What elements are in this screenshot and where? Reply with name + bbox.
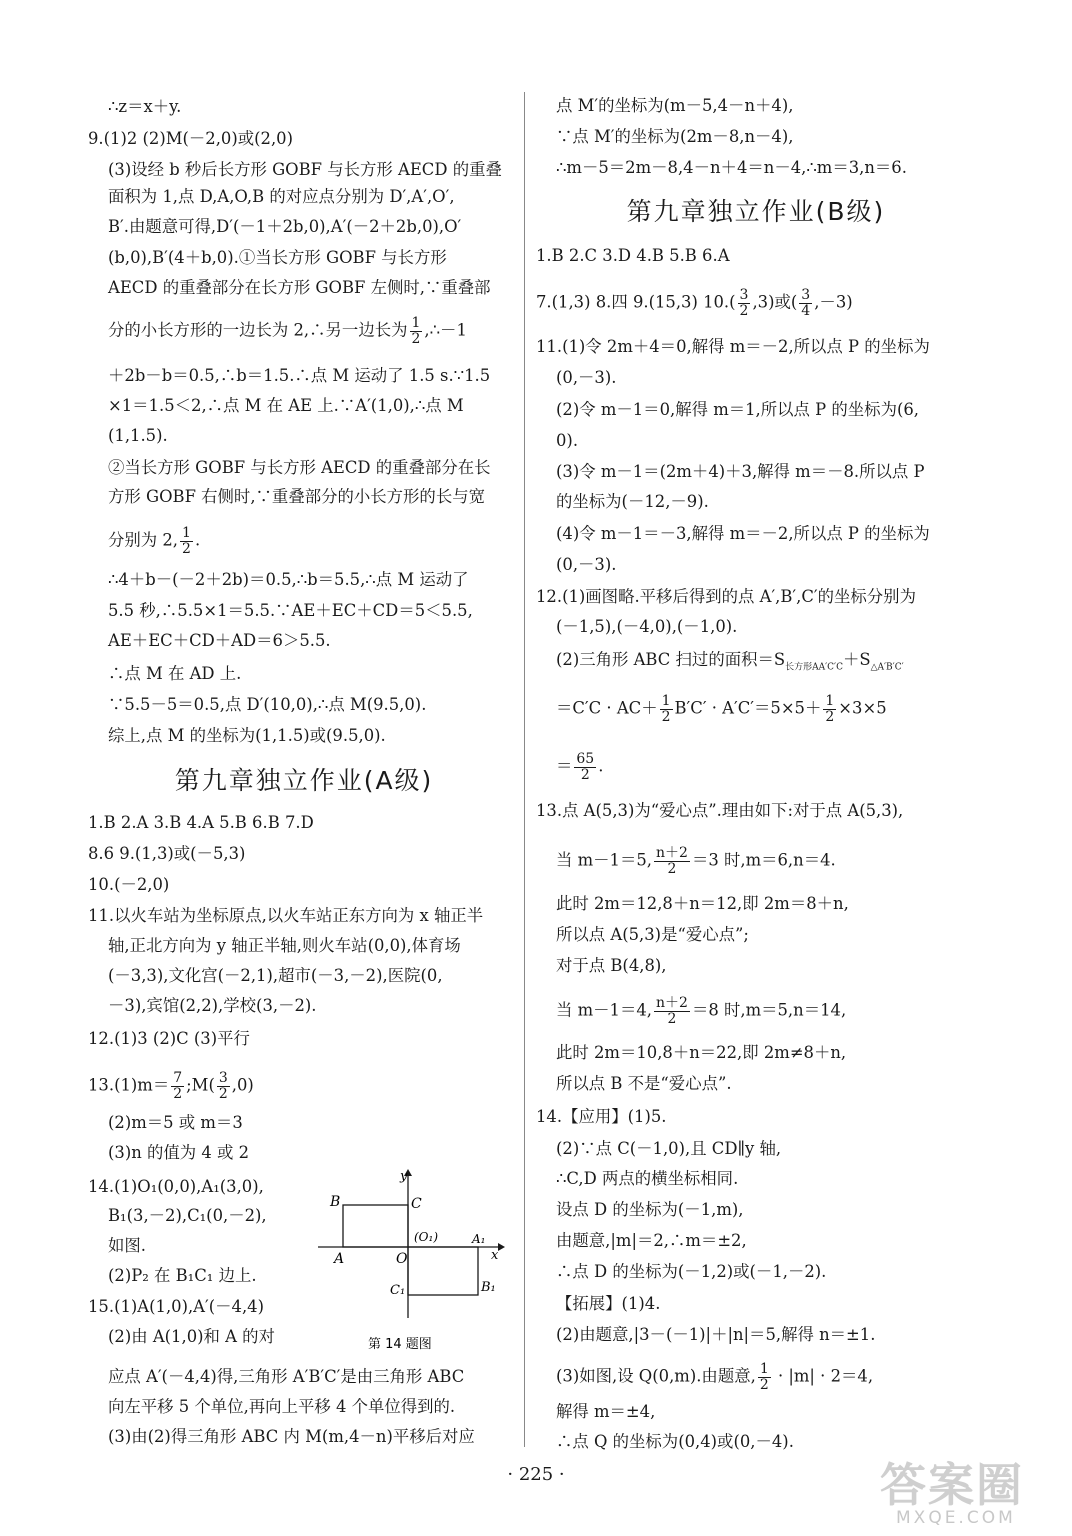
fraction [660, 694, 673, 724]
text-line: 1.B 2.C 3.D 4.B 5.B 6.A [536, 246, 730, 265]
denominator: 2 [667, 1010, 677, 1027]
numerator: 3 [801, 287, 811, 303]
text-line [536, 650, 904, 677]
numerator: 1 [411, 315, 421, 331]
numerator: n＋2 [656, 845, 688, 861]
text-line: 1.B 2.A 3.B 4.A 5.B 6.B 7.D [88, 813, 314, 832]
text-line [88, 526, 200, 556]
page-number: · 225 · [507, 1464, 565, 1485]
text-line: 的坐标为(－12,－9). [556, 492, 709, 511]
watermark [880, 1458, 1024, 1528]
numerator: 1 [661, 693, 671, 709]
text-line: 对于点 B(4,8), [556, 956, 667, 975]
y-label: y [400, 1169, 408, 1184]
text-line [88, 1071, 254, 1101]
text-line: ∴z＝x＋y. [108, 97, 182, 116]
text-line [536, 694, 887, 724]
text-line: (1,1.5). [108, 426, 168, 445]
text-span: (3)如图,设 Q(0,m).由题意, [556, 1366, 756, 1386]
text-line [88, 316, 467, 346]
text-span: ＝3 时,m＝6,n＝4. [691, 850, 836, 870]
text-line: 14.【应用】(1)5. [536, 1107, 667, 1126]
text-line: (4)令 m－1＝－3,解得 m＝－2,所以点 P 的坐标为 [556, 524, 930, 543]
figure-caption: 第 14 题图 [368, 1337, 432, 1352]
text-line: 综上,点 M 的坐标为(1,1.5)或(9.5,0). [108, 726, 386, 745]
fraction [180, 526, 193, 556]
text-line: (2)∵点 C(－1,0),且 CD∥y 轴, [556, 1139, 782, 1158]
text-span: ;M( [186, 1075, 215, 1095]
fraction [654, 996, 690, 1026]
text-line: 12.(1)画图略.平移后得到的点 A′,B′,C′的坐标分别为 [536, 587, 916, 606]
x-label: x [491, 1248, 499, 1263]
text-span: ,0) [231, 1075, 254, 1095]
text-line: ×1＝1.5＜2,∴点 M 在 AE 上.∵A′(1,0),∴点 M [108, 396, 464, 415]
text-line: AECD 的重叠部分在长方形 GOBF 左侧时,∵重叠部 [108, 278, 491, 297]
text-line: 此时 2m＝12,8＋n＝12,即 2m＝8＋n, [556, 894, 849, 913]
watermark-url: MXQE.COM [896, 1508, 1016, 1528]
text-line: 10.(－2,0) [88, 875, 170, 894]
text-span: B′C′ · A′C′＝5×5＋ [674, 698, 822, 718]
denominator: 2 [759, 1376, 769, 1393]
text-line: 此时 2m＝10,8＋n＝22,即 2m≠8＋n, [556, 1043, 847, 1062]
text-line: 12.(1)3 (2)C (3)平行 [88, 1029, 250, 1048]
text-line: 15.(1)A(1,0),A′(－4,4) [88, 1297, 264, 1316]
text-span: 13.(1)m＝ [88, 1075, 170, 1095]
text-line [536, 288, 853, 318]
section-heading-a: 第九章独立作业(A级) [174, 766, 434, 795]
text-line: (2)m＝5 或 m＝3 [108, 1113, 243, 1132]
numerator: 3 [739, 287, 749, 303]
denominator: 2 [661, 708, 671, 725]
text-line: 所以点 B 不是“爱心点”. [556, 1074, 732, 1093]
denominator: 2 [667, 860, 677, 877]
text-line: 面积为 1,点 D,A,O,B 的对应点分别为 D′,A′,O′, [108, 187, 455, 206]
text-line: 方形 GOBF 右侧时,∵重叠部分的小长方形的长与宽 [108, 487, 485, 506]
watermark-logo: 答案圈 [880, 1458, 1024, 1512]
fraction [799, 288, 812, 318]
text-line: (2)令 m－1＝0,解得 m＝1,所以点 P 的坐标为(6, [556, 400, 919, 419]
text-line: 如图. [108, 1236, 146, 1255]
text-line [536, 996, 846, 1026]
numerator: 65 [576, 751, 595, 767]
fraction [654, 846, 690, 876]
denominator: 2 [173, 1085, 183, 1102]
text-line: (2)由 A(1,0)和 A 的对 [108, 1327, 275, 1346]
denominator: 2 [218, 1085, 228, 1102]
section-heading-b: 第九章独立作业(B级) [626, 197, 886, 226]
text-line: (－3,3),文化宫(－2,1),超市(－3,－2),医院(0, [108, 966, 443, 985]
text-line: ∴点 M 在 AD 上. [108, 664, 242, 683]
fraction [823, 694, 836, 724]
numerator: 1 [182, 525, 191, 541]
text-line: 11.(1)令 2m＋4＝0,解得 m＝－2,所以点 P 的坐标为 [536, 337, 930, 356]
text-span: ＝C′C · AC＋ [556, 698, 658, 718]
numerator: 1 [825, 693, 835, 709]
text-span: ,∴－1 [424, 320, 467, 340]
label-o: O [396, 1251, 408, 1267]
fraction [217, 1071, 230, 1101]
text-span: ×3×5 [838, 698, 887, 718]
text-line: 9.(1)2 (2)M(－2,0)或(2,0) [88, 129, 293, 148]
rectangle-o1a1b1c1 [408, 1247, 478, 1295]
denominator: 2 [825, 708, 835, 725]
text-line: (2)由题意,|3－(－1)|＋|n|＝5,解得 n＝±1. [556, 1325, 876, 1344]
text-line: (2)P₂ 在 B₁C₁ 边上. [108, 1266, 257, 1285]
text-line: ②当长方形 GOBF 与长方形 AECD 的重叠部分在长 [108, 458, 491, 477]
text-span: . [598, 756, 604, 776]
numerator: 7 [173, 1070, 183, 1086]
text-line: 14.(1)O₁(0,0),A₁(3,0), [88, 1177, 264, 1196]
text-span: ＝ [556, 756, 573, 776]
text-line: 所以点 A(5,3)是“爱心点”; [556, 925, 749, 944]
text-line: 解得 m＝±4, [556, 1402, 656, 1421]
text-span: ,－3) [814, 292, 853, 312]
label-b1: B₁ [481, 1280, 496, 1295]
text-line: ＋2b－b＝0.5,∴b＝1.5.∴点 M 运动了 1.5 s.∵1.5 [108, 366, 491, 385]
text-line: －3),宾馆(2,2),学校(3,－2). [108, 996, 317, 1015]
fraction [410, 316, 423, 346]
text-line: (0,－3). [556, 368, 617, 387]
x-axis-arrow [498, 1243, 505, 1251]
text-span: 分的小长方形的一边长为 2,∴另一边长为 [108, 320, 408, 340]
fraction [738, 288, 751, 318]
text-line: B′.由题意可得,D′(－1＋2b,0),A′(－2＋2b,0),O′ [108, 217, 462, 236]
text-line: B₁(3,－2),C₁(0,－2), [108, 1206, 267, 1225]
text-line: 轴,正北方向为 y 轴正半轴,则火车站(0,0),体育场 [108, 936, 461, 955]
text-span: 分别为 2, [108, 530, 179, 550]
text-line: ∵5.5－5＝0.5,点 D′(10,0),∴点 M(9.5,0). [108, 695, 427, 714]
rectangle-abco [343, 1205, 408, 1247]
denominator: 2 [580, 766, 590, 783]
text-span: · |m| · 2＝4, [772, 1366, 874, 1386]
denominator: 2 [411, 330, 421, 347]
denominator: 2 [739, 302, 749, 319]
denominator: 2 [182, 540, 191, 557]
numerator: 1 [759, 1361, 769, 1377]
text-line [536, 1362, 873, 1392]
text-line [536, 752, 603, 782]
text-line: (0,－3). [556, 555, 617, 574]
text-line: ∴点 D 的坐标为(－1,2)或(－1,－2). [556, 1262, 827, 1281]
label-a: A [334, 1251, 345, 1267]
text-span: ＝8 时,m＝5,n＝14, [691, 1000, 847, 1020]
text-span: (2)三角形 ABC 扫过的面积＝S [556, 650, 786, 669]
fraction [171, 1071, 184, 1101]
text-line: 8.6 9.(1,3)或(－5,3) [88, 844, 246, 863]
text-span: 7.(1,3) 8.四 9.(15,3) 10.( [536, 292, 736, 312]
text-line: (3)设经 b 秒后长方形 GOBF 与长方形 AECD 的重叠 [108, 160, 502, 179]
denominator: 4 [801, 302, 811, 319]
text-span: ,3)或( [752, 292, 798, 312]
text-line: ∴m－5＝2m－8,4－n＋4＝n－4,∴m＝3,n＝6. [556, 158, 907, 177]
subscript: △A′B′C′ [870, 662, 904, 673]
text-line: 向左平移 5 个单位,再向上平移 4 个单位得到的. [108, 1397, 456, 1416]
text-span: ＋S [842, 650, 871, 669]
text-span: . [194, 530, 201, 550]
right-column [536, 0, 976, 1480]
text-line: 应点 A′(－4,4)得,三角形 A′B′C′是由三角形 ABC [108, 1367, 465, 1386]
text-line: 【拓展】(1)4. [556, 1294, 661, 1313]
label-b: B [330, 1194, 341, 1210]
text-line: (3)n 的值为 4 或 2 [108, 1143, 250, 1162]
text-span: 当 m－1＝5, [556, 850, 652, 870]
text-line: (3)由(2)得三角形 ABC 内 M(m,4－n)平移后对应 [108, 1427, 475, 1446]
label-a1: A₁ [472, 1232, 486, 1246]
text-line [536, 846, 836, 876]
column-divider [524, 92, 525, 1447]
text-span: 当 m－1＝4, [556, 1000, 652, 1020]
text-line: (－1,5),(－4,0),(－1,0). [556, 617, 738, 636]
numerator: n＋2 [656, 995, 688, 1011]
subscript: 长方形AA′C′C [785, 662, 843, 673]
text-line: 11.以火车站为坐标原点,以火车站正东方向为 x 轴正半 [88, 906, 484, 925]
figure-14 [310, 1168, 510, 1368]
text-line: (b,0),B′(4＋b,0).①当长方形 GOBF 与长方形 [108, 248, 447, 267]
text-line: (3)令 m－1＝(2m＋4)＋3,解得 m＝－8.所以点 P [556, 462, 925, 481]
label-c1: C₁ [390, 1283, 406, 1298]
text-line: 13.点 A(5,3)为“爱心点”.理由如下:对于点 A(5,3), [536, 801, 904, 820]
text-line: ∴4＋b－(－2＋2b)＝0.5,∴b＝5.5,∴点 M 运动了 [108, 570, 469, 589]
fraction [574, 752, 596, 782]
text-line: 0). [556, 431, 579, 450]
text-line: 由题意,|m|＝2,∴m＝±2, [556, 1231, 747, 1250]
numerator: 3 [218, 1070, 228, 1086]
fraction [758, 1362, 771, 1392]
label-c: C [411, 1196, 422, 1212]
text-line: AE＋EC＋CD＋AD＝6＞5.5. [108, 631, 331, 650]
text-line: 设点 D 的坐标为(－1,m), [556, 1200, 744, 1219]
text-line: ∴点 Q 的坐标为(0,4)或(0,－4). [556, 1432, 794, 1451]
text-line: ∴C,D 两点的横坐标相同. [556, 1169, 739, 1188]
label-o1: (O₁) [414, 1230, 439, 1244]
text-line: 点 M′的坐标为(m－5,4－n＋4), [556, 96, 794, 115]
text-line: ∵点 M′的坐标为(2m－8,n－4), [556, 127, 794, 146]
coordinate-figure [310, 1168, 510, 1368]
text-line: 5.5 秒,∴5.5×1＝5.5.∵AE＋EC＋CD＝5＜5.5, [108, 601, 473, 620]
